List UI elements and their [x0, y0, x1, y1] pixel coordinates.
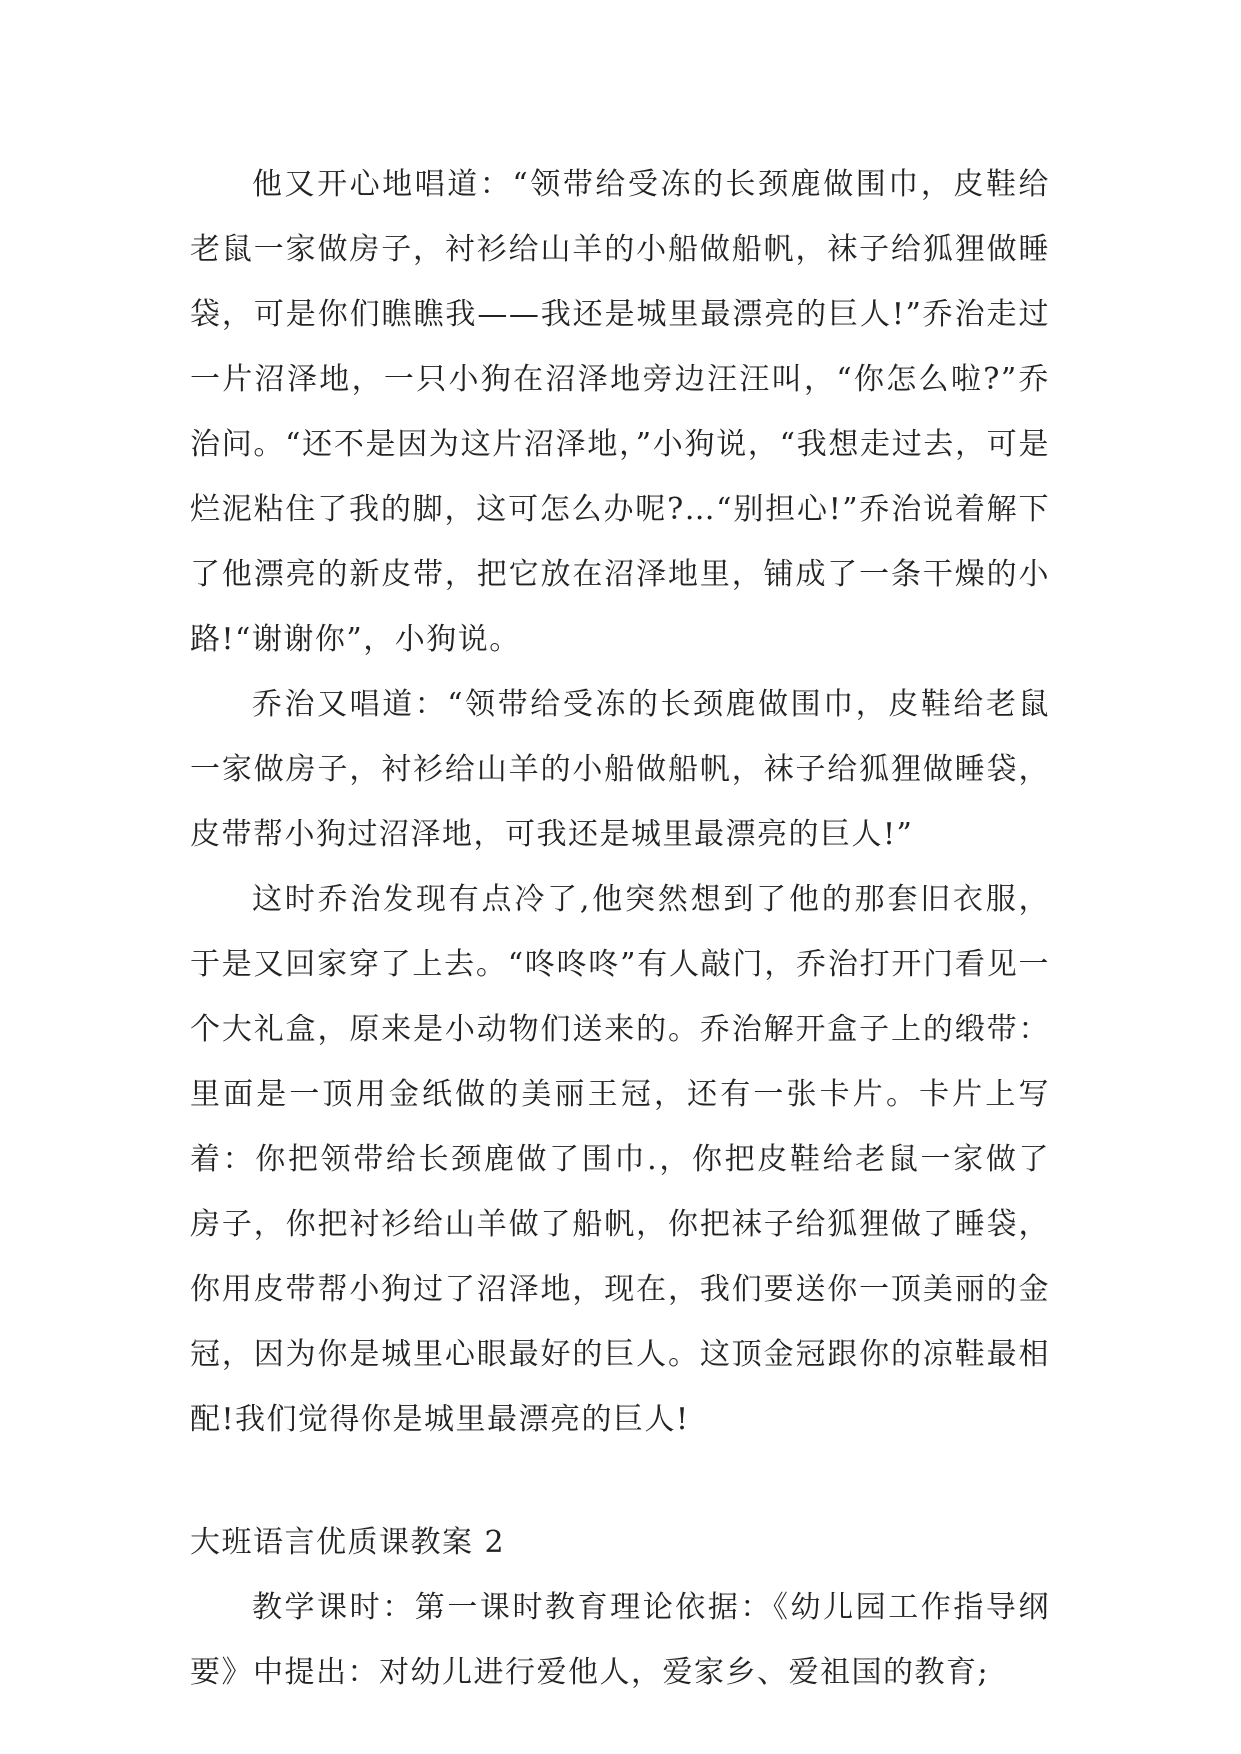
document-page: [190, 152, 1050, 1705]
section-heading: 大班语言优质课教案 2: [190, 1525, 506, 1560]
section-paragraph: 教学课时：第一课时教育理论依据：《幼儿园工作指导纲要》中提出：对幼儿进行爱他人，爱家乡、爱祖国的教育;: [190, 1590, 1050, 1690]
story-paragraph-1: 他又开心地唱道：“领带给受冻的长颈鹿做围巾，皮鞋给老鼠一家做房子，衬衫给山羊的小船做船帆，袜子给狐狸做睡袋，可是你们瞧瞧我——我还是城里最漂亮的巨人!”乔治走过一片沼泽地，一只小狗在沼泽地旁边汪汪叫，“你怎么啦?”乔治问。“还不是因为这片沼泽地，”小狗说，“我想走过去，可是烂泥粘住了我的脚，这可怎么办呢?…“别担心!”乔治说着解下了他漂亮的新皮带，把它放在沼泽地里，铺成了一条干燥的小路!“谢谢你”，小狗说。: [190, 167, 1050, 657]
story-paragraph-3: 这时乔治发现有点冷了,他突然想到了他的那套旧衣服，于是又回家穿了上去。“咚咚咚”有人敲门，乔治打开门看见一个大礼盒，原来是小动物们送来的。乔治解开盒子上的缎带：里面是一顶用金纸做的美丽王冠，还有一张卡片。卡片上写着：你把领带给长颈鹿做了围巾.，你把皮鞋给老鼠一家做了房子，你把衬衫给山羊做了船帆，你把袜子给狐狸做了睡袋，你用皮带帮小狗过了沼泽地，现在，我们要送你一顶美丽的金冠，因为你是城里心眼最好的巨人。这顶金冠跟你的凉鞋最相配!我们觉得你是城里最漂亮的巨人!: [190, 882, 1050, 1437]
story-paragraph-2: 乔治又唱道：“领带给受冻的长颈鹿做围巾，皮鞋给老鼠一家做房子，衬衫给山羊的小船做船帆，袜子给狐狸做睡袋，皮带帮小狗过沼泽地，可我还是城里最漂亮的巨人!”: [190, 687, 1050, 852]
